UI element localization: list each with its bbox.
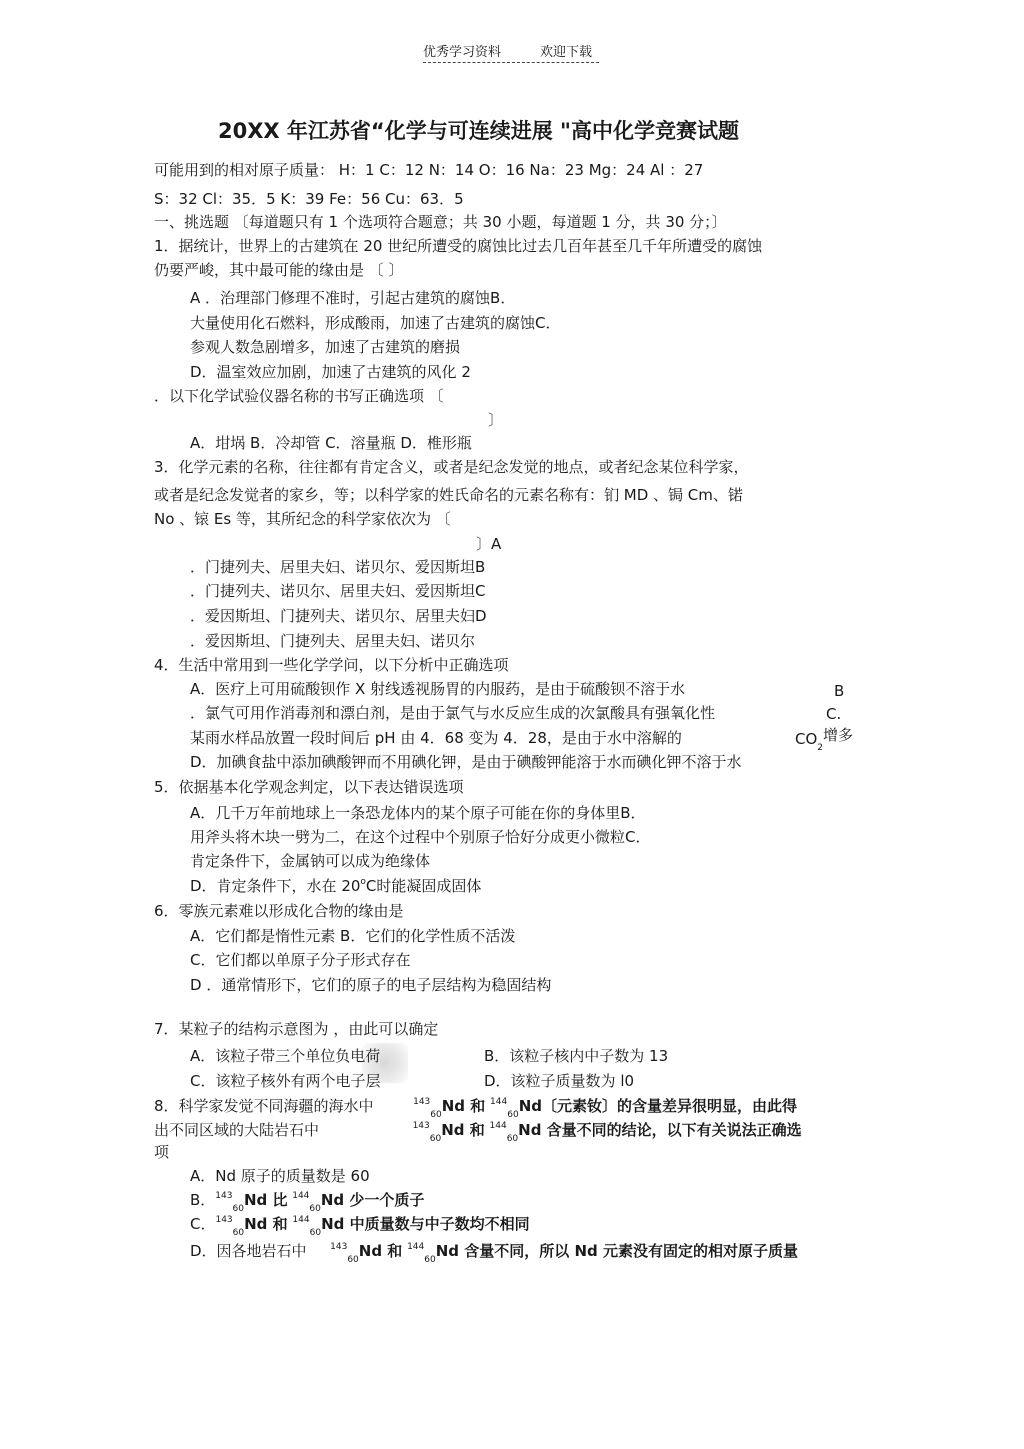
q8-option-c: C．$^{143}_{60}$Nd 和 $^{144}_{60}$Nd 中质量数与中子数均不相同 xyxy=(190,1215,530,1238)
q5-option-b: 用斧头将木块一劈为二，在这个过程中个别原子恰好分成更小微粒C． xyxy=(190,828,651,846)
header-divider xyxy=(423,62,599,63)
q3-stem-1: 3．化学元素的名称，往往都有肯定含义，或者是纪念发觉的地点，或者纪念某位科学家， xyxy=(154,458,749,476)
q2-bracket: 〕 xyxy=(488,411,504,429)
q1-option-d: D．温室效应加剧，加速了古建筑的风化 2 xyxy=(190,363,471,381)
q4-stem: 4．生活中常用到一些化学学问，以下分析中正确选项 xyxy=(154,656,509,674)
q4-option-b: ．氯气可用作消毒剂和漂白剂，是由于氯气与水反应生成的次氯酸具有强氧化性 xyxy=(190,704,716,722)
q4-option-d: D．加碘食盐中添加碘酸钾而不用碘化钾，是由于碘酸钾能溶于水而碘化钾不溶于水 xyxy=(190,753,742,771)
q3-stem-3: No 、锿 Es 等，其所纪念的科学家依次为 〔 xyxy=(154,510,451,528)
q8-option-a: A．Nd 原子的质量数是 60 xyxy=(190,1167,370,1185)
section-heading: 一、挑选题 〔每道题只有 1 个选项符合题意；共 30 小题，每道题 1 分，共 30 分；〕 xyxy=(154,213,727,231)
q3-stem-2: 或者是纪念发觉者的家乡，等；以科学家的姓氏命名的元素名称有：钔 MD 、锔 Cm、锘 xyxy=(154,486,743,504)
q5-option-a: A．几千万年前地球上一条恐龙体内的某个原子可能在你的身体里B． xyxy=(190,804,646,822)
q8-option-d: D．因各地岩石中 $^{143}_{60}$Nd 和 $^{144}_{60}$Nd 含量不同，所以 Nd 元素没有固定的相对原子质量 xyxy=(190,1242,798,1265)
q4-option-a: A．医疗上可用硫酸钡作 X 射线透视肠胃的内服药，是由于硫酸钡不溶于水 xyxy=(190,680,686,698)
q3-option-a: ．门捷列夫、居里夫妇、诺贝尔、爱因斯坦B xyxy=(190,558,486,576)
q7-option-b: B．该粒子核内中子数为 13 xyxy=(484,1047,669,1065)
q4-option-c: 某雨水样品放置一段时间后 pH 由 4．68 变为 4．28，是由于水中溶解的 xyxy=(190,729,682,747)
q8-stem-3: 项 xyxy=(154,1143,170,1161)
q5-option-c: 肯定条件下，金属钠可以成为绝缘体 xyxy=(190,852,431,870)
q7-option-a: A．该粒子带三个单位负电荷 xyxy=(190,1047,381,1065)
atomic-mass-line-1: 可能用到的相对原子质量： H：1 C：12 N：14 O：16 Na：23 Mg：24 Al ：27 xyxy=(154,161,704,179)
q3-option-d: ．爱因斯坦、门捷列夫、居里夫妇、诺贝尔 xyxy=(190,632,476,650)
q6-options-ab: A．它们都是惰性元素 B．它们的化学性质不活泼 xyxy=(190,927,516,945)
q2-stem: ．以下化学试验仪器名称的书写正确选项 〔 xyxy=(154,387,444,405)
q5-option-d: D．肯定条件下，水在 20$^o$C时能凝固成固体 xyxy=(190,877,482,895)
q3-option-b: ．门捷列夫、诺贝尔、居里夫妇、爱因斯坦C xyxy=(190,582,486,600)
q1-option-c: 参观人数急剧增多，加速了古建筑的磨损 xyxy=(190,338,461,356)
q3-option-c: ．爱因斯坦、门捷列夫、诺贝尔、居里夫妇D xyxy=(190,607,487,625)
q1-option-b: 大量使用化石燃料，形成酸雨，加速了古建筑的腐蚀C． xyxy=(190,314,561,332)
q6-option-d: D ．通常情形下，它们的原子的电子层结构为稳固结构 xyxy=(190,976,552,994)
q8-stem-2: 出不同区域的大陆岩石中 $^{143}_{60}$Nd 和 $^{144}_{60}$Nd 含量不同的结论，以下有关说法正确选 xyxy=(154,1121,802,1144)
q7-stem: 7．某粒子的结构示意图为 ，由此可以确定 xyxy=(154,1020,439,1038)
q8-option-b: B．$^{143}_{60}$Nd 比 $^{144}_{60}$Nd 少一个质子 xyxy=(190,1191,425,1214)
q6-option-c: C．它们都以单原子分子形式存在 xyxy=(190,951,411,969)
q4-option-b-letter: B xyxy=(834,682,845,700)
q7-option-d: D．该粒子质量数为 l0 xyxy=(484,1072,635,1090)
header-right: 欢迎下载 xyxy=(540,45,593,60)
q4-option-c-letter: C. xyxy=(826,705,842,723)
q4-option-c-co2: $CO_2$增多 xyxy=(795,726,854,753)
q2-options: A．坩埚 B．冷却管 C．溶量瓶 D．椎形瓶 xyxy=(190,434,472,452)
atomic-mass-line-2: S：32 Cl：35．5 K：39 Fe：56 Cu：63．5 xyxy=(154,190,464,208)
q1-option-a: A ．治理部门修理不准时，引起古建筑的腐蚀B． xyxy=(190,289,516,307)
q1-stem-2: 仍要严峻，其中最可能的缘由是 〔 〕 xyxy=(154,261,404,279)
page-title: 20XX 年江苏省“化学与可连续进展 "高中化学竞赛试题 xyxy=(218,119,739,143)
q1-stem-1: 1．据统计，世界上的古建筑在 20 世纪所遭受的腐蚀比过去几百年甚至几千年所遭受的腐蚀 xyxy=(154,237,763,255)
q5-stem: 5．依据基本化学观念判定，以下表达错误选项 xyxy=(154,778,464,796)
q6-stem: 6．零族元素难以形成化合物的缘由是 xyxy=(154,902,404,920)
header-left: 优秀学习资料 xyxy=(423,45,502,60)
q3-bracket: 〕A xyxy=(476,535,502,553)
q7-option-c: C．该粒子核外有两个电子层 xyxy=(190,1072,381,1090)
q8-stem-1: 8．科学家发觉不同海疆的海水中 $^{143}_{60}$Nd 和 $^{144}_{60}$Nd〔元素钕〕的含量差异很明显，由此得 xyxy=(154,1097,797,1120)
